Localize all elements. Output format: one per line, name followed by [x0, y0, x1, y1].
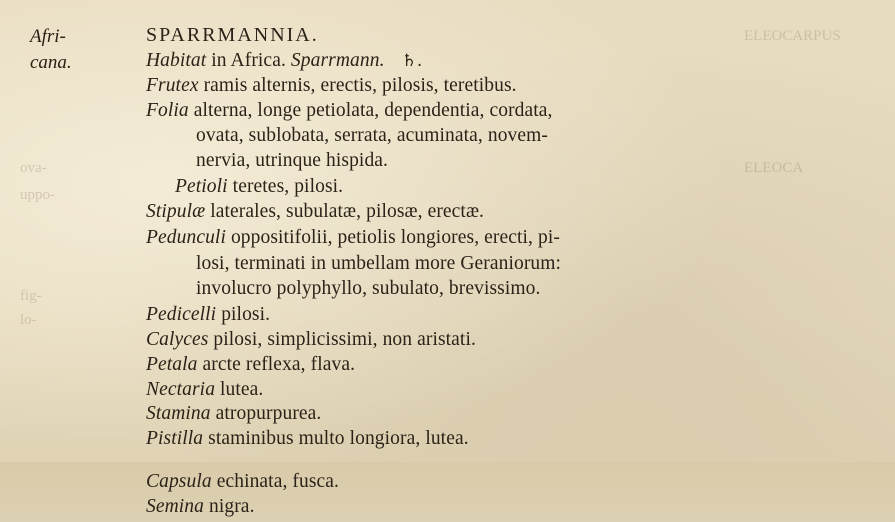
petioli-line: Petioli teretes, pilosi.: [175, 176, 344, 197]
folia-line: Folia alterna, longe petiolata, dependentia, cordata,: [146, 100, 553, 121]
pedunculi-continuation: involucro polyphyllo, subulato, brevissimo.: [196, 278, 541, 299]
pistilla-line: Pistilla staminibus multo longiora, lutea.: [146, 428, 469, 449]
bleed-through-text: uppo-: [20, 187, 55, 203]
pedunculi-continuation: losi, terminati in umbellam more Geraniorum:: [196, 253, 562, 274]
page-shadow-strip: [0, 462, 895, 522]
frutex-line: Frutex ramis alternis, erectis, pilosis, teretibus.: [146, 75, 517, 96]
calyces-line: Calyces pilosi, simplicissimi, non aristati.: [146, 329, 476, 350]
petala-line: Petala arcte reflexa, flava.: [146, 354, 356, 375]
pedicelli-line: Pedicelli pilosi.: [146, 304, 271, 325]
margin-species-line-2: cana.: [30, 52, 72, 73]
folia-continuation: nervia, utrinque hispida.: [196, 150, 389, 171]
semina-line: Semina nigra.: [146, 496, 255, 517]
stamina-line: Stamina atropurpurea.: [146, 403, 322, 424]
genus-heading: SPARRMANNIA.: [146, 24, 319, 46]
bleed-through-text: ELEOCA: [744, 160, 804, 176]
shrub-symbol-icon: ♄.: [401, 51, 423, 71]
capsula-line: Capsula echinata, fusca.: [146, 471, 340, 492]
habitat-line: Habitat in Africa. Sparrmann. ♄.: [146, 50, 423, 71]
folia-continuation: ovata, sublobata, serrata, acuminata, novem-: [196, 125, 549, 146]
margin-species-line-1: Afri-: [30, 26, 66, 47]
bleed-through-text: lo-: [20, 312, 37, 328]
bleed-through-text: ELEOCARPUS: [744, 28, 841, 44]
stipulae-line: Stipulæ laterales, subulatæ, pilosæ, erectæ.: [146, 201, 485, 222]
pedunculi-line: Pedunculi oppositifolii, petiolis longiores, erecti, pi-: [146, 227, 560, 248]
nectaria-line: Nectaria lutea.: [146, 379, 264, 400]
bleed-through-text: fig-: [20, 288, 42, 304]
bleed-through-text: ova-: [20, 160, 47, 176]
